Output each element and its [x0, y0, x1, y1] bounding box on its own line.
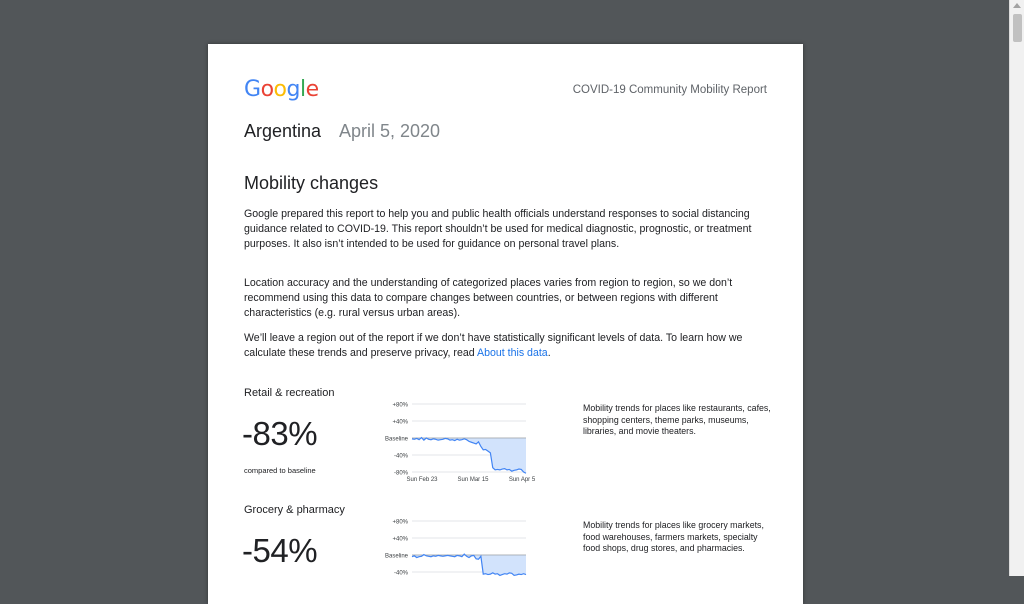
logo-letter: o — [273, 77, 287, 102]
x-tick-label: Sun Apr 5 — [508, 477, 536, 483]
logo-letter: e — [305, 77, 319, 102]
logo-letter: l — [299, 77, 306, 102]
x-tick-label: Sun Feb 23 — [406, 477, 438, 483]
section-title: Mobility changes — [244, 173, 379, 193]
logo-letter: G — [244, 77, 261, 102]
category-desc-retail: Mobility trends for places like restaurants, cafes, shopping centers, theme parks, museums, libraries, and movie theaters. — [583, 403, 771, 436]
category-value-retail: -83% — [242, 415, 318, 452]
retail-chart — [368, 396, 548, 486]
vertical-scrollbar[interactable] — [1009, 0, 1024, 576]
intro-paragraph-3 — [244, 331, 772, 361]
country-name: Argentina — [244, 121, 322, 141]
report-date: April 5, 2020 — [339, 121, 441, 141]
y-tick-label: +40% — [392, 536, 408, 543]
below-baseline-area — [412, 438, 526, 473]
x-tick-label: Sun Mar 15 — [457, 477, 489, 483]
google-logo — [244, 77, 319, 102]
scroll-thumb[interactable] — [1013, 14, 1022, 42]
y-tick-label: Baseline — [384, 553, 408, 560]
logo-letter: o — [260, 77, 274, 102]
category-label-grocery: Grocery & pharmacy — [244, 504, 345, 516]
y-tick-label: +80% — [392, 519, 408, 526]
category-sub-retail: compared to baseline — [244, 466, 316, 475]
y-tick-label: Baseline — [384, 436, 408, 443]
grocery-chart — [368, 513, 548, 603]
scroll-up-arrow-icon[interactable] — [1013, 3, 1021, 8]
y-tick-label: +80% — [392, 402, 408, 409]
y-tick-label: -40% — [393, 570, 408, 577]
paragraph-text: We’ll leave a region out of the report if we don’t have statistically significant levels of data. To learn how we calculate these trends and preserve privacy, read — [244, 332, 743, 359]
intro-paragraph-2: Location accuracy and the understanding of categorized places varies from region to region, so we don’t recommend using this data to compare changes between countries, or between regions with different characteristics (e.g. rural versus urban areas). — [244, 277, 733, 319]
y-tick-label: +40% — [392, 419, 408, 426]
report-page — [208, 44, 803, 604]
intro-paragraph-1: Google prepared this report to help you and public health officials understand responses to social distancing guidance related to COVID-19. This report shouldn’t be used for medical diagnostic, prognostic, or treatment purposes. It also isn’t intended to be used for guidance on personal travel plans. — [244, 208, 752, 250]
about-this-data-link[interactable]: About this data — [477, 347, 548, 359]
category-value-grocery: -54% — [242, 532, 318, 569]
y-tick-label: -80% — [393, 470, 408, 477]
logo-letter: g — [286, 77, 300, 102]
paragraph-end: . — [547, 347, 551, 359]
y-tick-label: -40% — [393, 453, 408, 460]
report-title: COVID-19 Community Mobility Report — [572, 84, 767, 96]
category-desc-grocery: Mobility trends for places like grocery markets, food warehouses, farmers markets, specialty food shops, drug stores, and pharmacies. — [583, 520, 764, 553]
category-label-retail: Retail & recreation — [244, 387, 335, 399]
